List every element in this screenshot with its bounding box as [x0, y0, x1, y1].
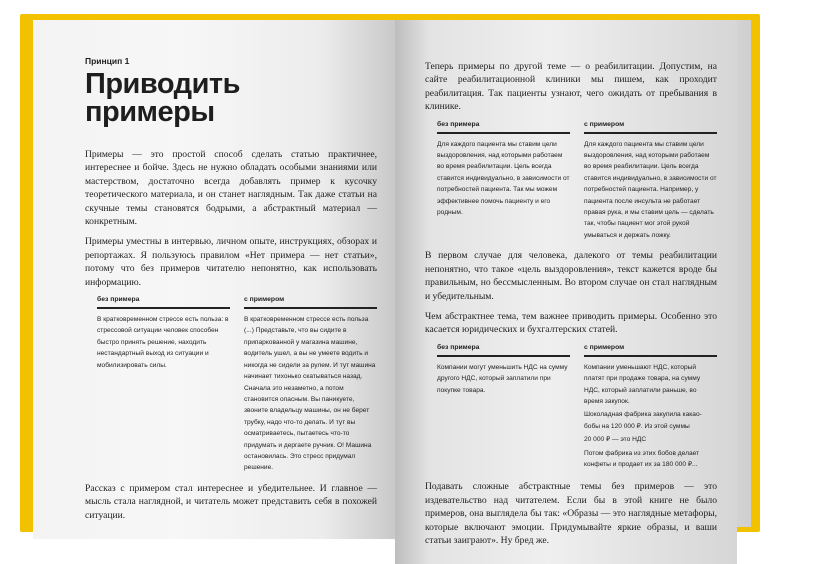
paragraph-3: Чем абстрактнее тема, тем важнее приводить примеры. Особенно это касается юридических и бухгалтерских статей. [425, 310, 717, 336]
col-text-p4: Потом фабрика из этих бобов делает конфеты и продает их за 180 000 ₽... [584, 449, 700, 468]
paragraph-2: В первом случае для человека, далекого от темы реабилитации непонятно, что такое «цель выздоровления», текст кажется вроде бы правильным, но бессмысленным. Во втором случае он стал наглядным и убедительным. [425, 250, 717, 302]
col-text-p2: Шоколадная фабрика закупила какао- бобы на 120 000 ₽. Из этой суммы [584, 411, 702, 430]
paragraph-1: Теперь примеры по другой теме — о реабилитации. Допустим, на сайте реабилитационной клиники мы пишем, как проходит реабилитация. Так пациенты узнают, чего ожидать от пребывания в клинике. [425, 61, 717, 113]
table-col-with-example [244, 296, 377, 474]
page-title [85, 70, 377, 126]
table-col-without-example [97, 296, 230, 474]
col-text: В кратковременном стрессе есть польза: в стрессовой ситуации человек способен быстро принять решение, находить нестандартный выход из ситуации и мобилизировать силы. [97, 316, 229, 369]
left-page [33, 20, 395, 539]
example-table [97, 296, 377, 474]
table2-col-without-example [437, 344, 570, 473]
col-text-p3: 20 000 ₽ — это НДС [584, 436, 647, 444]
col-header: без примера [437, 121, 570, 134]
col-header: с примером [584, 344, 717, 357]
table2-col-with-example [584, 344, 717, 473]
table1-col-without-example [437, 121, 570, 242]
example-table-1 [437, 121, 717, 242]
paragraph-3: Рассказ с примером стал интереснее и убедительнее. И главное — мысль стала наглядной, и читатель может представить себя в похожей ситуации. [85, 482, 377, 521]
col-text: Для каждого пациента мы ставим цели выздоровления, над которыми работаем во время реабилитации. Цель всегда ставится индивидуально, в зависимости от потребностей пациента. Так мы можем эффективнее помочь пациенту и его родным. [437, 140, 570, 217]
right-page [395, 20, 737, 564]
col-header: без примера [437, 344, 570, 357]
col-text: Компании могут уменьшить НДС на сумму другого НДС, который заплатили при покупке товара. [437, 363, 568, 394]
col-text-p1: Компании уменьшают НДС, который платят при продаже товара, на сумму НДС, который заплатили раньше, во время закупок. [584, 363, 701, 405]
principle-label: Принцип 1 [85, 56, 130, 66]
paragraph-4: Подавать сложные абстрактные темы без примеров — это издевательство над читателем. Если бы в этой книге не было примеров, она выглядела бы так: «Образы — это наглядные метафоры, которые включают эмоции. Придумывайте яркие образы, и ваши статьи заиграют». Ну бред же. [425, 481, 717, 546]
col-text: Для каждого пациента мы ставим цели выздоровления, над которыми работаем во время реабилитации. Цель всегда ставится индивидуально, в зависимости от потребностей пациента. Например, у пациента после инсульта не работает правая рука, и мы ставим цель — сделать так, чтобы пациент мог этой рукой умываться и держать ложку. [584, 140, 717, 239]
title-line-1: Приводить [85, 68, 240, 100]
col-text: В кратковременном стрессе есть польза (...) Представьте, что вы сидите в припаркованной у магазина машине, водитель ушел, а вы не умеете водить и никогда не сидели за рулем. И тут машина начинает тихонько скатываться назад. Сначала это незаметно, а потом становится опасным. Вы паникуете, звоните владельцу машины, он не берет трубку, надо что-то делать. И тут вы осматриваетесь, пытаетесь что-то придумать и дергаете ручник. О! Машина остановилась. Это стресс придумал решение. [244, 316, 376, 472]
col-header: с примером [584, 121, 717, 134]
paragraph-2: Примеры уместны в интервью, личном опыте, инструкциях, обзорах и репортажах. Я пользуюсь правилом «Нет примера — нет статьи», потому что без примеров читателю непонятно, как использовать информацию. [85, 236, 377, 288]
col-header: с примером [244, 296, 377, 309]
col-text [584, 362, 717, 471]
table1-col-with-example [584, 121, 717, 242]
title-line-2: примеры [85, 96, 215, 128]
intro-paragraph: Примеры — это простой способ сделать статью практичнее, интереснее и бойче. Здесь не нужно обладать особыми знаниями или мастерством, достаточно всегда добавлять пример к кусочку теоретического материала, и он станет наглядным. Так даже статьи на скучные темы становятся бодрыми, а абстрактный материал — конкретным. [85, 149, 377, 228]
col-header: без примера [97, 296, 230, 309]
example-table-2 [437, 344, 717, 473]
